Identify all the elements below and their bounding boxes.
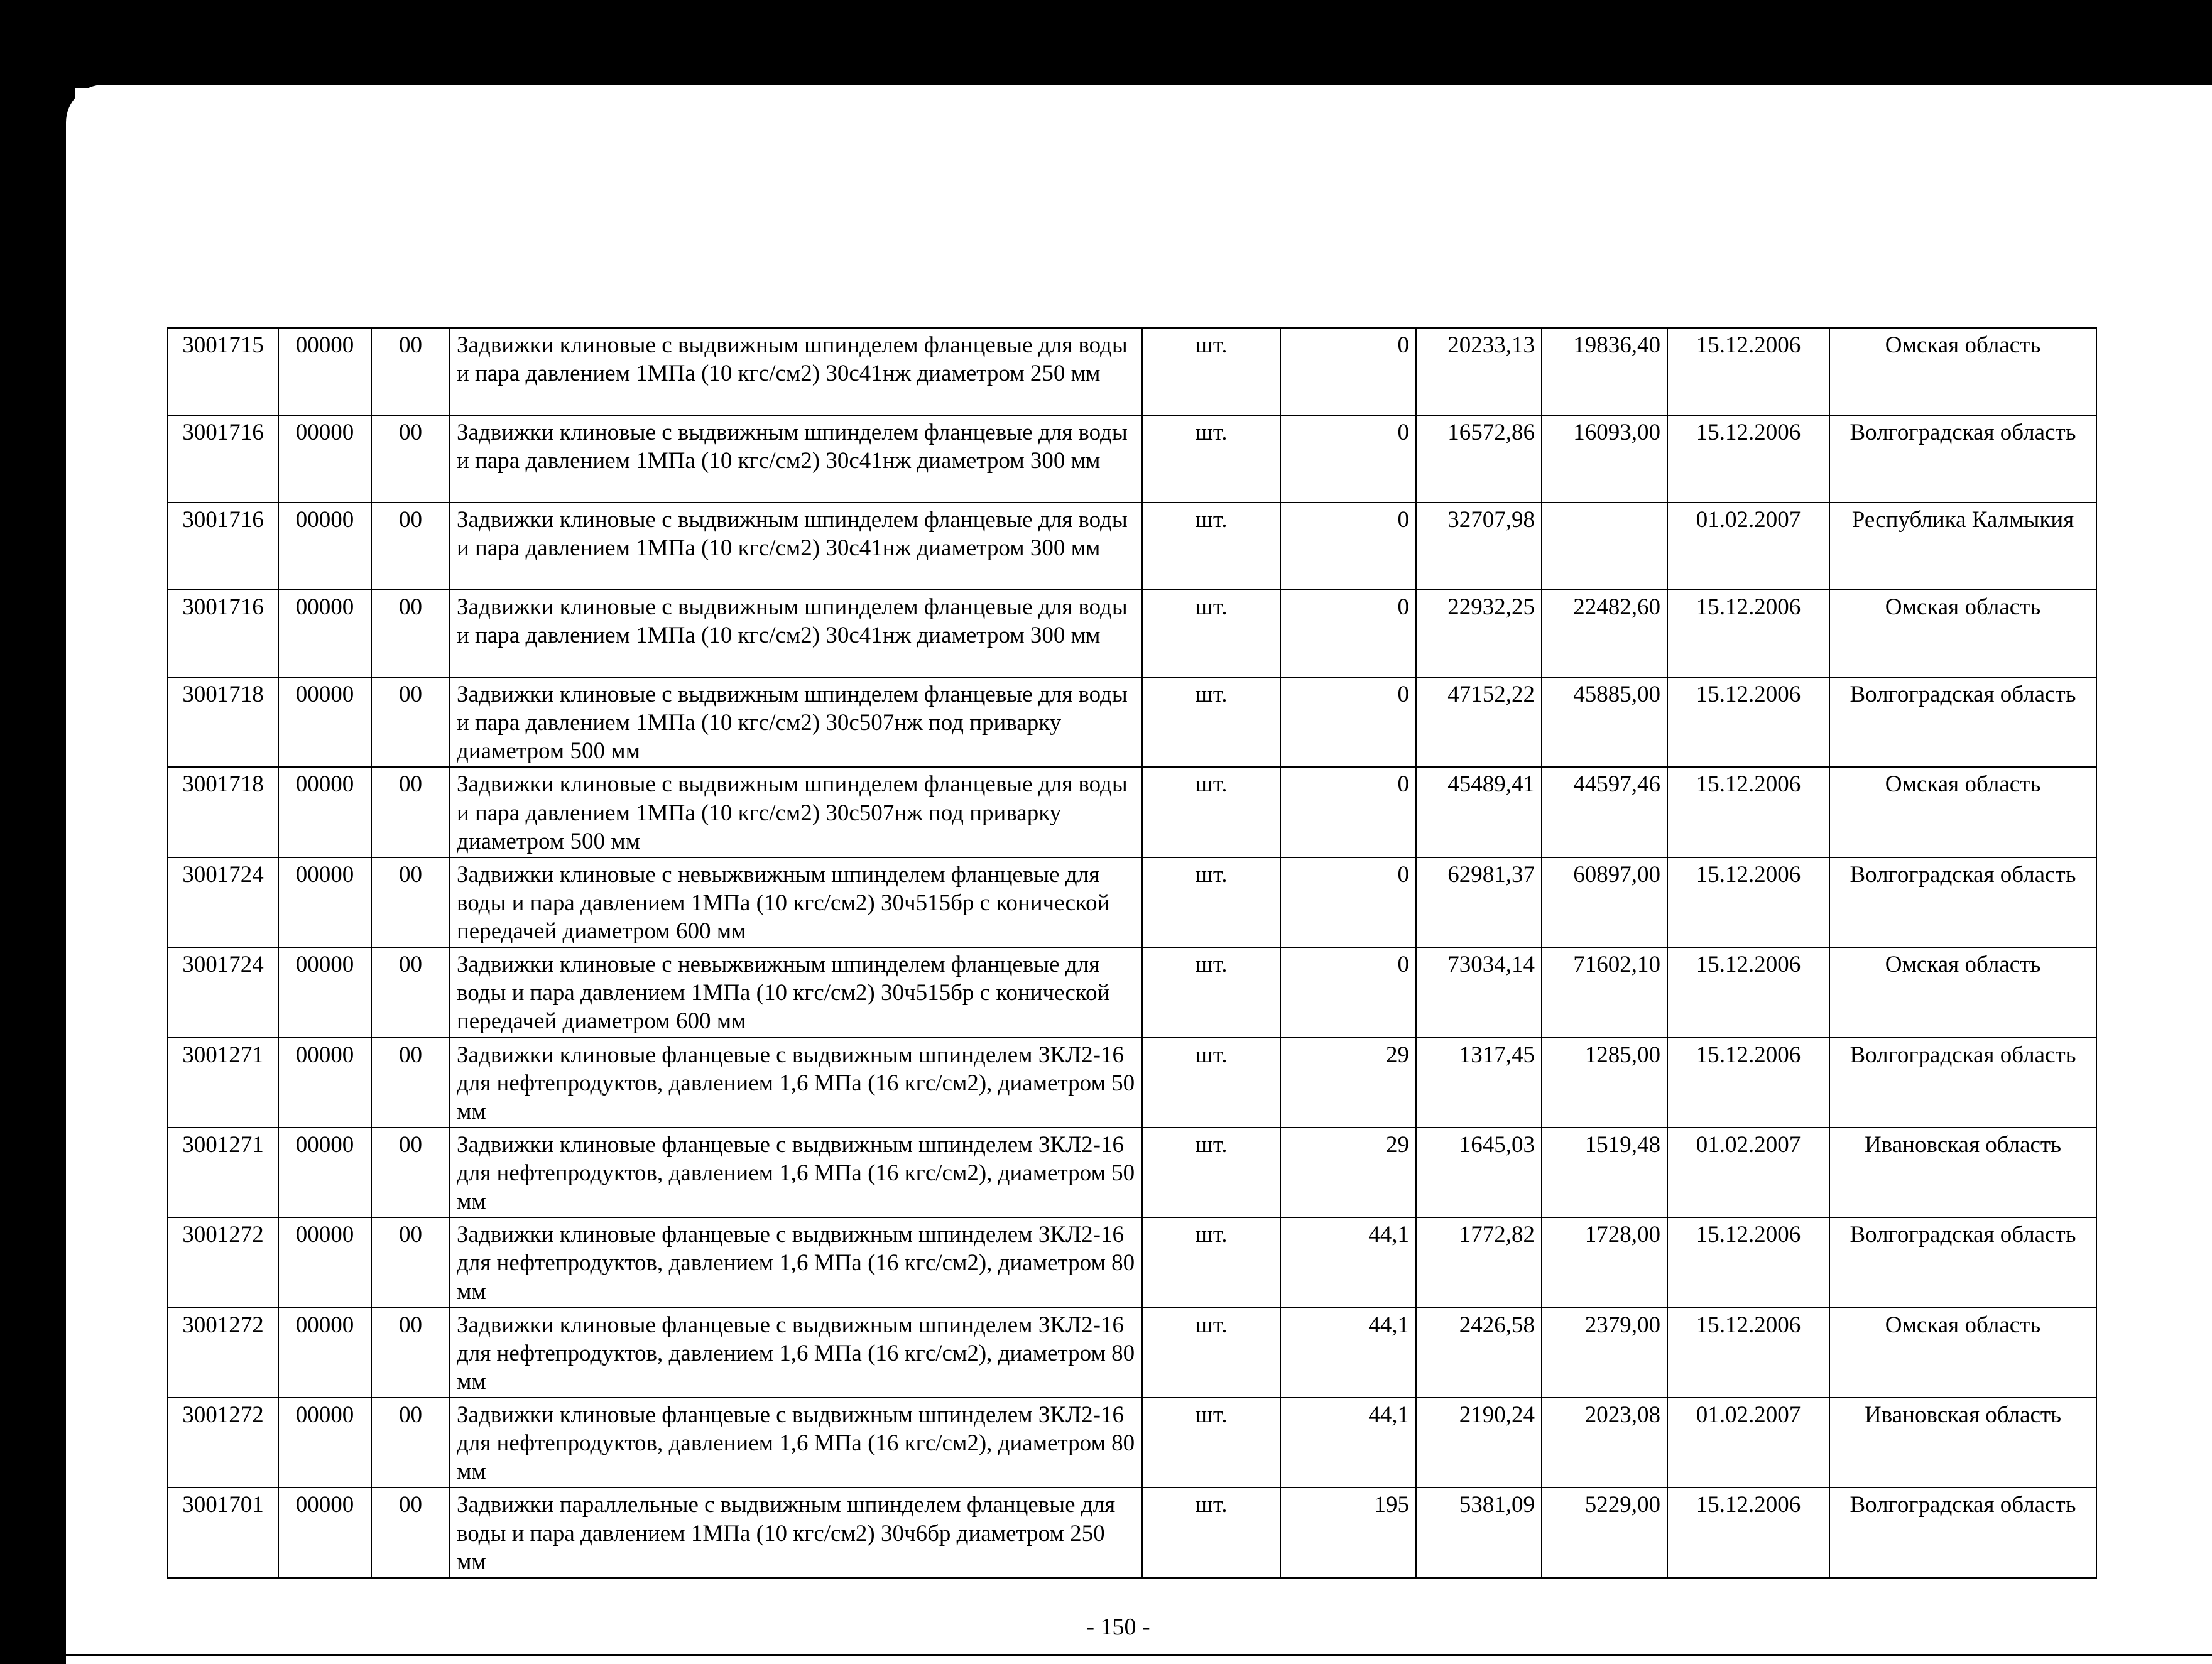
unit-cell: шт. bbox=[1142, 947, 1280, 1037]
date-cell: 01.02.2007 bbox=[1667, 503, 1829, 590]
date-cell: 15.12.2006 bbox=[1667, 857, 1829, 947]
price-alt-cell: 19836,40 bbox=[1542, 328, 1667, 415]
unit-cell: шт. bbox=[1142, 1128, 1280, 1217]
group-code-cell: 00 bbox=[371, 1308, 450, 1398]
item-code-cell: 3001718 bbox=[168, 767, 278, 857]
quantity-cell: 0 bbox=[1280, 415, 1416, 503]
quantity-cell: 0 bbox=[1280, 767, 1416, 857]
date-cell: 15.12.2006 bbox=[1667, 1308, 1829, 1398]
group-code-cell: 00 bbox=[371, 415, 450, 503]
table-row bbox=[168, 1308, 2096, 1398]
price-alt-cell: 44597,46 bbox=[1542, 767, 1667, 857]
description-cell: Задвижки клиновые с выдвижным шпинделем фланцевые для воды и пара давлением 1МПа (10 кгс/см2) 30с507нж под приварку диаметром 500 мм bbox=[450, 677, 1142, 767]
quantity-cell: 0 bbox=[1280, 328, 1416, 415]
group-code-cell: 00 bbox=[371, 1487, 450, 1577]
date-cell: 15.12.2006 bbox=[1667, 767, 1829, 857]
group-code-cell: 00 bbox=[371, 947, 450, 1037]
quantity-cell: 44,1 bbox=[1280, 1398, 1416, 1487]
region-cell: Омская область bbox=[1829, 328, 2096, 415]
description-cell: Задвижки клиновые фланцевые с выдвижным шпинделем ЗКЛ2-16 для нефтепродуктов, давлением 1,6 МПа (16 кгс/см2), диаметром 80 мм bbox=[450, 1308, 1142, 1398]
region-cell: Омская область bbox=[1829, 590, 2096, 677]
date-cell: 15.12.2006 bbox=[1667, 590, 1829, 677]
description-cell: Задвижки клиновые фланцевые с выдвижным шпинделем ЗКЛ2-16 для нефтепродуктов, давлением 1,6 МПа (16 кгс/см2), диаметром 50 мм bbox=[450, 1128, 1142, 1217]
table-row bbox=[168, 677, 2096, 767]
group-code-cell: 00 bbox=[371, 1038, 450, 1128]
scan-border-left-lower bbox=[0, 1194, 25, 1664]
price-alt-cell: 71602,10 bbox=[1542, 947, 1667, 1037]
item-code-cell: 3001716 bbox=[168, 415, 278, 503]
table-row bbox=[168, 415, 2096, 503]
footer-rule bbox=[57, 1654, 2212, 1656]
item-code-cell: 3001716 bbox=[168, 590, 278, 677]
price-cell: 22932,25 bbox=[1416, 590, 1542, 677]
group-code-cell: 00 bbox=[371, 767, 450, 857]
price-cell: 1772,82 bbox=[1416, 1217, 1542, 1307]
unit-cell: шт. bbox=[1142, 1487, 1280, 1577]
region-cell: Волгоградская область bbox=[1829, 1487, 2096, 1577]
quantity-cell: 44,1 bbox=[1280, 1217, 1416, 1307]
region-cell: Омская область bbox=[1829, 1308, 2096, 1398]
date-cell: 15.12.2006 bbox=[1667, 677, 1829, 767]
description-cell: Задвижки параллельные с выдвижным шпинделем фланцевые для воды и пара давлением 1МПа (10 кгс/см2) 30ч6бр диаметром 250 мм bbox=[450, 1487, 1142, 1577]
price-alt-cell: 2023,08 bbox=[1542, 1398, 1667, 1487]
quantity-cell: 29 bbox=[1280, 1128, 1416, 1217]
unit-cell: шт. bbox=[1142, 767, 1280, 857]
region-cell: Омская область bbox=[1829, 767, 2096, 857]
description-cell: Задвижки клиновые с выдвижным шпинделем фланцевые для воды и пара давлением 1МПа (10 кгс/см2) 30с41нж диаметром 250 мм bbox=[450, 328, 1142, 415]
unit-cell: шт. bbox=[1142, 328, 1280, 415]
price-cell: 2426,58 bbox=[1416, 1308, 1542, 1398]
item-code-cell: 3001271 bbox=[168, 1128, 278, 1217]
item-code-cell: 3001272 bbox=[168, 1217, 278, 1307]
quantity-cell: 195 bbox=[1280, 1487, 1416, 1577]
price-alt-cell bbox=[1542, 503, 1667, 590]
quantity-cell: 0 bbox=[1280, 857, 1416, 947]
sub-code-cell: 00000 bbox=[278, 1487, 371, 1577]
sub-code-cell: 00000 bbox=[278, 947, 371, 1037]
description-cell: Задвижки клиновые фланцевые с выдвижным шпинделем ЗКЛ2-16 для нефтепродуктов, давлением 1,6 МПа (16 кгс/см2), диаметром 50 мм bbox=[450, 1038, 1142, 1128]
group-code-cell: 00 bbox=[371, 1128, 450, 1217]
quantity-cell: 0 bbox=[1280, 590, 1416, 677]
table-row bbox=[168, 328, 2096, 415]
sub-code-cell: 00000 bbox=[278, 1038, 371, 1128]
unit-cell: шт. bbox=[1142, 1217, 1280, 1307]
price-cell: 47152,22 bbox=[1416, 677, 1542, 767]
quantity-cell: 0 bbox=[1280, 947, 1416, 1037]
item-code-cell: 3001716 bbox=[168, 503, 278, 590]
sub-code-cell: 00000 bbox=[278, 677, 371, 767]
price-alt-cell: 5229,00 bbox=[1542, 1487, 1667, 1577]
item-code-cell: 3001272 bbox=[168, 1398, 278, 1487]
price-alt-cell: 1728,00 bbox=[1542, 1217, 1667, 1307]
price-alt-cell: 1285,00 bbox=[1542, 1038, 1667, 1128]
description-cell: Задвижки клиновые фланцевые с выдвижным шпинделем ЗКЛ2-16 для нефтепродуктов, давлением 1,6 МПа (16 кгс/см2), диаметром 80 мм bbox=[450, 1217, 1142, 1307]
item-code-cell: 3001272 bbox=[168, 1308, 278, 1398]
date-cell: 15.12.2006 bbox=[1667, 947, 1829, 1037]
group-code-cell: 00 bbox=[371, 1217, 450, 1307]
description-cell: Задвижки клиновые с невыжвижным шпинделем фланцевые для воды и пара давлением 1МПа (10 кгс/см2) 30ч515бр с конической передачей диаметром 600 мм bbox=[450, 857, 1142, 947]
region-cell: Республика Калмыкия bbox=[1829, 503, 2096, 590]
item-code-cell: 3001718 bbox=[168, 677, 278, 767]
quantity-cell: 29 bbox=[1280, 1038, 1416, 1128]
table-row bbox=[168, 1217, 2096, 1307]
group-code-cell: 00 bbox=[371, 590, 450, 677]
price-cell: 20233,13 bbox=[1416, 328, 1542, 415]
region-cell: Ивановская область bbox=[1829, 1128, 2096, 1217]
item-code-cell: 3001271 bbox=[168, 1038, 278, 1128]
quantity-cell: 0 bbox=[1280, 503, 1416, 590]
description-cell: Задвижки клиновые с выдвижным шпинделем фланцевые для воды и пара давлением 1МПа (10 кгс/см2) 30с41нж диаметром 300 мм bbox=[450, 590, 1142, 677]
item-code-cell: 3001724 bbox=[168, 947, 278, 1037]
region-cell: Волгоградская область bbox=[1829, 677, 2096, 767]
price-alt-cell: 45885,00 bbox=[1542, 677, 1667, 767]
price-cell: 62981,37 bbox=[1416, 857, 1542, 947]
sub-code-cell: 00000 bbox=[278, 857, 371, 947]
date-cell: 15.12.2006 bbox=[1667, 1038, 1829, 1128]
price-cell: 32707,98 bbox=[1416, 503, 1542, 590]
date-cell: 15.12.2006 bbox=[1667, 328, 1829, 415]
table-row bbox=[168, 767, 2096, 857]
table-row bbox=[168, 947, 2096, 1037]
price-cell: 1317,45 bbox=[1416, 1038, 1542, 1128]
region-cell: Омская область bbox=[1829, 947, 2096, 1037]
region-cell: Волгоградская область bbox=[1829, 1217, 2096, 1307]
date-cell: 01.02.2007 bbox=[1667, 1398, 1829, 1487]
description-cell: Задвижки клиновые фланцевые с выдвижным шпинделем ЗКЛ2-16 для нефтепродуктов, давлением 1,6 МПа (16 кгс/см2), диаметром 80 мм bbox=[450, 1398, 1142, 1487]
quantity-cell: 0 bbox=[1280, 677, 1416, 767]
price-cell: 1645,03 bbox=[1416, 1128, 1542, 1217]
table-row bbox=[168, 1128, 2096, 1217]
description-cell: Задвижки клиновые с выдвижным шпинделем фланцевые для воды и пара давлением 1МПа (10 кгс/см2) 30с507нж под приварку диаметром 500 мм bbox=[450, 767, 1142, 857]
price-cell: 73034,14 bbox=[1416, 947, 1542, 1037]
price-cell: 16572,86 bbox=[1416, 415, 1542, 503]
region-cell: Волгоградская область bbox=[1829, 1038, 2096, 1128]
price-alt-cell: 1519,48 bbox=[1542, 1128, 1667, 1217]
sub-code-cell: 00000 bbox=[278, 1398, 371, 1487]
unit-cell: шт. bbox=[1142, 1038, 1280, 1128]
group-code-cell: 00 bbox=[371, 1398, 450, 1487]
unit-cell: шт. bbox=[1142, 1398, 1280, 1487]
table-row bbox=[168, 857, 2096, 947]
price-alt-cell: 60897,00 bbox=[1542, 857, 1667, 947]
price-cell: 5381,09 bbox=[1416, 1487, 1542, 1577]
price-alt-cell: 16093,00 bbox=[1542, 415, 1667, 503]
date-cell: 15.12.2006 bbox=[1667, 1217, 1829, 1307]
table-body bbox=[168, 328, 2096, 1578]
date-cell: 01.02.2007 bbox=[1667, 1128, 1829, 1217]
table-row bbox=[168, 1038, 2096, 1128]
sub-code-cell: 00000 bbox=[278, 1128, 371, 1217]
sub-code-cell: 00000 bbox=[278, 1308, 371, 1398]
sub-code-cell: 00000 bbox=[278, 415, 371, 503]
item-code-cell: 3001715 bbox=[168, 328, 278, 415]
table-row bbox=[168, 503, 2096, 590]
sub-code-cell: 00000 bbox=[278, 767, 371, 857]
unit-cell: шт. bbox=[1142, 503, 1280, 590]
price-alt-cell: 2379,00 bbox=[1542, 1308, 1667, 1398]
page-number: - 150 - bbox=[1086, 1614, 1150, 1640]
sub-code-cell: 00000 bbox=[278, 590, 371, 677]
price-table bbox=[167, 327, 2097, 1579]
sub-code-cell: 00000 bbox=[278, 328, 371, 415]
group-code-cell: 00 bbox=[371, 677, 450, 767]
description-cell: Задвижки клиновые с выдвижным шпинделем фланцевые для воды и пара давлением 1МПа (10 кгс/см2) 30с41нж диаметром 300 мм bbox=[450, 503, 1142, 590]
price-cell: 2190,24 bbox=[1416, 1398, 1542, 1487]
table-row bbox=[168, 1487, 2096, 1577]
region-cell: Волгоградская область bbox=[1829, 857, 2096, 947]
price-alt-cell: 22482,60 bbox=[1542, 590, 1667, 677]
scan-border-top bbox=[0, 0, 2212, 88]
region-cell: Ивановская область bbox=[1829, 1398, 2096, 1487]
unit-cell: шт. bbox=[1142, 590, 1280, 677]
date-cell: 15.12.2006 bbox=[1667, 1487, 1829, 1577]
date-cell: 15.12.2006 bbox=[1667, 415, 1829, 503]
table-row bbox=[168, 1398, 2096, 1487]
sub-code-cell: 00000 bbox=[278, 503, 371, 590]
group-code-cell: 00 bbox=[371, 328, 450, 415]
unit-cell: шт. bbox=[1142, 415, 1280, 503]
description-cell: Задвижки клиновые с невыжвижным шпинделем фланцевые для воды и пара давлением 1МПа (10 кгс/см2) 30ч515бр с конической передачей диаметром 600 мм bbox=[450, 947, 1142, 1037]
quantity-cell: 44,1 bbox=[1280, 1308, 1416, 1398]
region-cell: Волгоградская область bbox=[1829, 415, 2096, 503]
description-cell: Задвижки клиновые с выдвижным шпинделем фланцевые для воды и пара давлением 1МПа (10 кгс/см2) 30с41нж диаметром 300 мм bbox=[450, 415, 1142, 503]
item-code-cell: 3001724 bbox=[168, 857, 278, 947]
group-code-cell: 00 bbox=[371, 503, 450, 590]
sub-code-cell: 00000 bbox=[278, 1217, 371, 1307]
table-row bbox=[168, 590, 2096, 677]
price-cell: 45489,41 bbox=[1416, 767, 1542, 857]
unit-cell: шт. bbox=[1142, 677, 1280, 767]
unit-cell: шт. bbox=[1142, 1308, 1280, 1398]
item-code-cell: 3001701 bbox=[168, 1487, 278, 1577]
unit-cell: шт. bbox=[1142, 857, 1280, 947]
group-code-cell: 00 bbox=[371, 857, 450, 947]
